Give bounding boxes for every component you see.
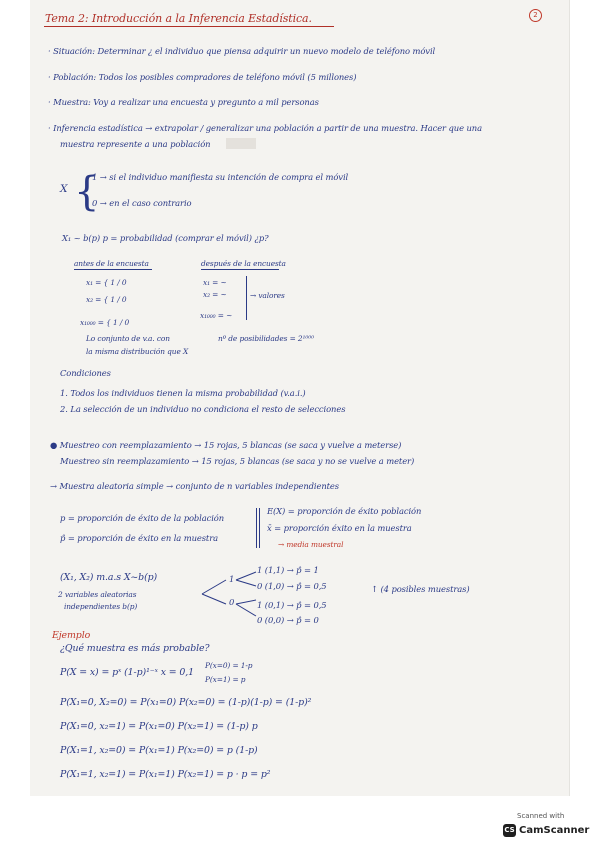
formula-bernoulli: P(X = x) = pˣ (1-p)¹⁻ˣ x = 0,1 bbox=[60, 667, 194, 678]
y1000-values: x₁₀₀₀ = ~ bbox=[200, 311, 233, 320]
condition-2: 2. La selección de un individuo no condiciona el resto de selecciones bbox=[60, 404, 346, 414]
left-brace: { bbox=[74, 169, 100, 215]
formula-11: P(X₁=1, x₂=1) = P(x₁=1) P(x₂=1) = p · p = p² bbox=[60, 769, 271, 780]
example-heading: Ejemplo bbox=[52, 630, 91, 641]
before-underline bbox=[74, 269, 152, 270]
situacion-text: · Situación: Determinar ¿ el individuo que piensa adquirir un nuevo modelo de teléfono móvil bbox=[48, 46, 436, 56]
scanned-with-text: Scanned with bbox=[517, 812, 565, 820]
crossed-out-mark bbox=[226, 138, 256, 149]
poblacion-text: · Población: Todos los posibles compradores de teléfono móvil (5 millones) bbox=[48, 72, 357, 82]
values-label: → valores bbox=[250, 291, 285, 300]
media-muestral-note: → media muestral bbox=[278, 540, 344, 549]
sample-pair: (X₁, X₂) m.a.s X~b(p) bbox=[60, 572, 158, 583]
conjunto-text-1: Lo conjunto de v.a. con bbox=[86, 334, 170, 343]
tree-node-0: 0 bbox=[229, 597, 235, 607]
tree-leaf-00: 0 (0,0) → p̂ = 0 bbox=[257, 615, 319, 625]
posibilidades-text: nº de posibilidades = 2¹⁰⁰⁰ bbox=[218, 334, 314, 343]
tree-leaf-11: 1 (1,1) → p̂ = 1 bbox=[257, 565, 319, 575]
inferencia-text-2: muestra represente a una población bbox=[60, 139, 211, 149]
muestreo-con-reemplazamiento: ● Muestreo con reemplazamiento → 15 rojas, 5 blancas (se saca y vuelve a meterse) bbox=[50, 440, 402, 450]
tree-node-1: 1 bbox=[229, 574, 235, 584]
conjunto-text-2: la misma distribución que X bbox=[86, 347, 189, 356]
after-underline bbox=[201, 269, 279, 270]
muestreo-sin-reemplazamiento: Muestreo sin reemplazamiento → 15 rojas, 5 blancas (se saca y no se vuelve a meter) bbox=[60, 456, 415, 466]
x1000-values: x₁₀₀₀ = { 1 / 0 bbox=[80, 318, 130, 327]
camscanner-brand bbox=[503, 823, 589, 837]
before-survey-label: antes de la encuesta bbox=[74, 259, 149, 268]
page-title: Tema 2: Introducción a la Inferencia Estadística. bbox=[45, 12, 312, 25]
camscanner-logo-icon: CS bbox=[503, 824, 516, 837]
muestra-text: · Muestra: Voy a realizar una encuesta y pregunto a mil personas bbox=[48, 97, 319, 107]
muestra-aleatoria-simple: → Muestra aleatoria simple → conjunto de n variables independientes bbox=[50, 481, 339, 491]
xbar-definition: x̄ = proporción éxito en la muestra bbox=[267, 523, 412, 533]
case-0: 0 → en el caso contrario bbox=[92, 198, 192, 208]
separator-bar-2 bbox=[259, 508, 260, 548]
page-number: 2 bbox=[529, 9, 542, 22]
title-underline bbox=[44, 26, 334, 27]
conditions-heading: Condiciones bbox=[60, 368, 111, 378]
y1-values: x₁ = ~ bbox=[203, 278, 227, 287]
tree-leaf-10: 0 (1,0) → p̂ = 0,5 bbox=[257, 581, 327, 591]
formula-p0: P(x=0) = 1-p bbox=[205, 661, 253, 670]
tree-leaf-01: 1 (0,1) → p̂ = 0,5 bbox=[257, 600, 327, 610]
condition-1: 1. Todos los individuos tienen la misma probabilidad (v.a.i.) bbox=[60, 388, 306, 398]
possible-samples-note: ↑ (4 posibles muestras) bbox=[371, 584, 470, 594]
p-definition: p = proporción de éxito de la población bbox=[60, 513, 225, 523]
variable-x: X bbox=[60, 183, 68, 195]
x2-values: x₂ = { 1 / 0 bbox=[86, 295, 127, 304]
ex-definition: E(X) = proporción de éxito población bbox=[267, 506, 422, 516]
case-1: 1 → si el individuo manifiesta su intención de compra el móvil bbox=[92, 172, 349, 182]
variables-text-2: independientes b(p) bbox=[64, 602, 138, 611]
values-bracket bbox=[246, 276, 247, 320]
formula-10: P(X₁=1, x₂=0) = P(x₁=1) P(x₂=0) = p (1-p) bbox=[60, 745, 258, 756]
y2-values: x₂ = ~ bbox=[203, 290, 227, 299]
example-question: ¿Qué muestra es más probable? bbox=[60, 643, 210, 654]
phat-definition: p̂ = proporción de éxito en la muestra bbox=[60, 533, 218, 543]
formula-01: P(X₁=0, x₂=1) = P(x₁=0) P(x₂=1) = (1-p) p bbox=[60, 721, 258, 732]
formula-p1: P(x=1) = p bbox=[205, 675, 246, 684]
formula-00: P(X₁=0, X₂=0) = P(x₁=0) P(x₂=0) = (1-p)(1-p) = (1-p)² bbox=[60, 697, 312, 708]
camscanner-badge bbox=[503, 812, 590, 838]
separator-bar bbox=[256, 508, 257, 548]
camscanner-name: CamScanner bbox=[519, 824, 590, 836]
variables-text-1: 2 variables aleatorias bbox=[58, 590, 137, 599]
after-survey-label: después de la encuesta bbox=[201, 259, 286, 268]
x1-values: x₁ = { 1 / 0 bbox=[86, 278, 127, 287]
model-line: X₁ ~ b(p) p = probabilidad (comprar el móvil) ¿p? bbox=[62, 233, 269, 243]
inferencia-text-1: · Inferencia estadística → extrapolar / generalizar una población a partir de una muestra. Hacer que una bbox=[48, 123, 482, 133]
